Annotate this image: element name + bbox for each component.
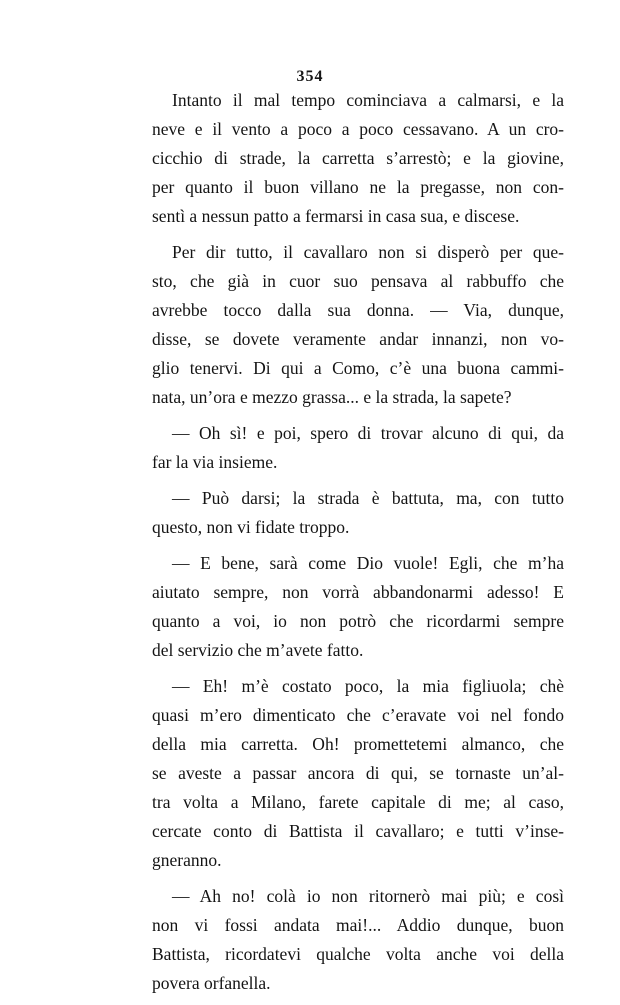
text-line: se aveste a passar ancora di qui, se tornaste un’al- (152, 763, 564, 783)
text-line: glio tenervi. Di qui a Como, c’è una buona cammi- (152, 358, 564, 378)
text-line: nata, un’ora e mezzo grassa... e la strada, la sapete? (152, 387, 512, 407)
text-line: quanto a voi, io non potrò che ricordarmi sempre (152, 611, 564, 631)
text-line: cicchio di strade, la carretta s’arrestò; e la giovine, (152, 148, 564, 168)
text-line: Battista, ricordatevi qualche volta anche voi della (152, 944, 564, 964)
text-line: — Oh sì! e poi, spero di trovar alcuno di qui, da (172, 423, 564, 443)
paragraph (152, 238, 564, 412)
body-text (152, 86, 564, 1005)
text-line: del servizio che m’avete fatto. (152, 640, 364, 660)
paragraph (152, 672, 564, 875)
text-line: non vi fossi andata mai!... Addio dunque, buon (152, 915, 564, 935)
text-line: Intanto il mal tempo cominciava a calmarsi, e la (172, 90, 564, 110)
text-line: disse, se dovete veramente andar innanzi, non vo- (152, 329, 564, 349)
text-line: — Può darsi; la strada è battuta, ma, con tutto (172, 488, 564, 508)
text-line: per quanto il buon villano ne la pregasse, non con- (152, 177, 564, 197)
text-line: aiutato sempre, non vorrà abbandonarmi adesso! E (152, 582, 564, 602)
text-line: avrebbe tocco dalla sua donna. — Via, dunque, (152, 300, 564, 320)
text-line: — Ah no! colà io non ritornerò mai più; e così (172, 886, 564, 906)
paragraph (152, 419, 564, 477)
text-line: Per dir tutto, il cavallaro non si disperò per que- (172, 242, 564, 262)
page-number: 354 (296, 68, 324, 85)
text-line: — E bene, sarà come Dio vuole! Egli, che m’ha (172, 553, 564, 573)
text-line: neve e il vento a poco a poco cessavano. A un cro- (152, 119, 564, 139)
text-line: far la via insieme. (152, 452, 278, 472)
paragraph (152, 882, 564, 998)
text-line: — Eh! m’è costato poco, la mia figliuola; chè (172, 676, 564, 696)
paragraph (152, 86, 564, 231)
text-line: della mia carretta. Oh! promettetemi almanco, che (152, 734, 564, 754)
text-line: cercate conto di Battista il cavallaro; e tutti v’inse- (152, 821, 564, 841)
text-line: sto, che già in cuor suo pensava al rabbuffo che (152, 271, 564, 291)
paragraph (152, 484, 564, 542)
text-line: povera orfanella. (152, 973, 271, 993)
text-line: quasi m’ero dimenticato che c’eravate voi nel fondo (152, 705, 564, 725)
text-line: gneranno. (152, 850, 222, 870)
text-line: sentì a nessun patto a fermarsi in casa sua, e discese. (152, 206, 520, 226)
text-line: tra volta a Milano, farete capitale di me; al caso, (152, 792, 564, 812)
text-line: questo, non vi fidate troppo. (152, 517, 350, 537)
paragraph (152, 549, 564, 665)
